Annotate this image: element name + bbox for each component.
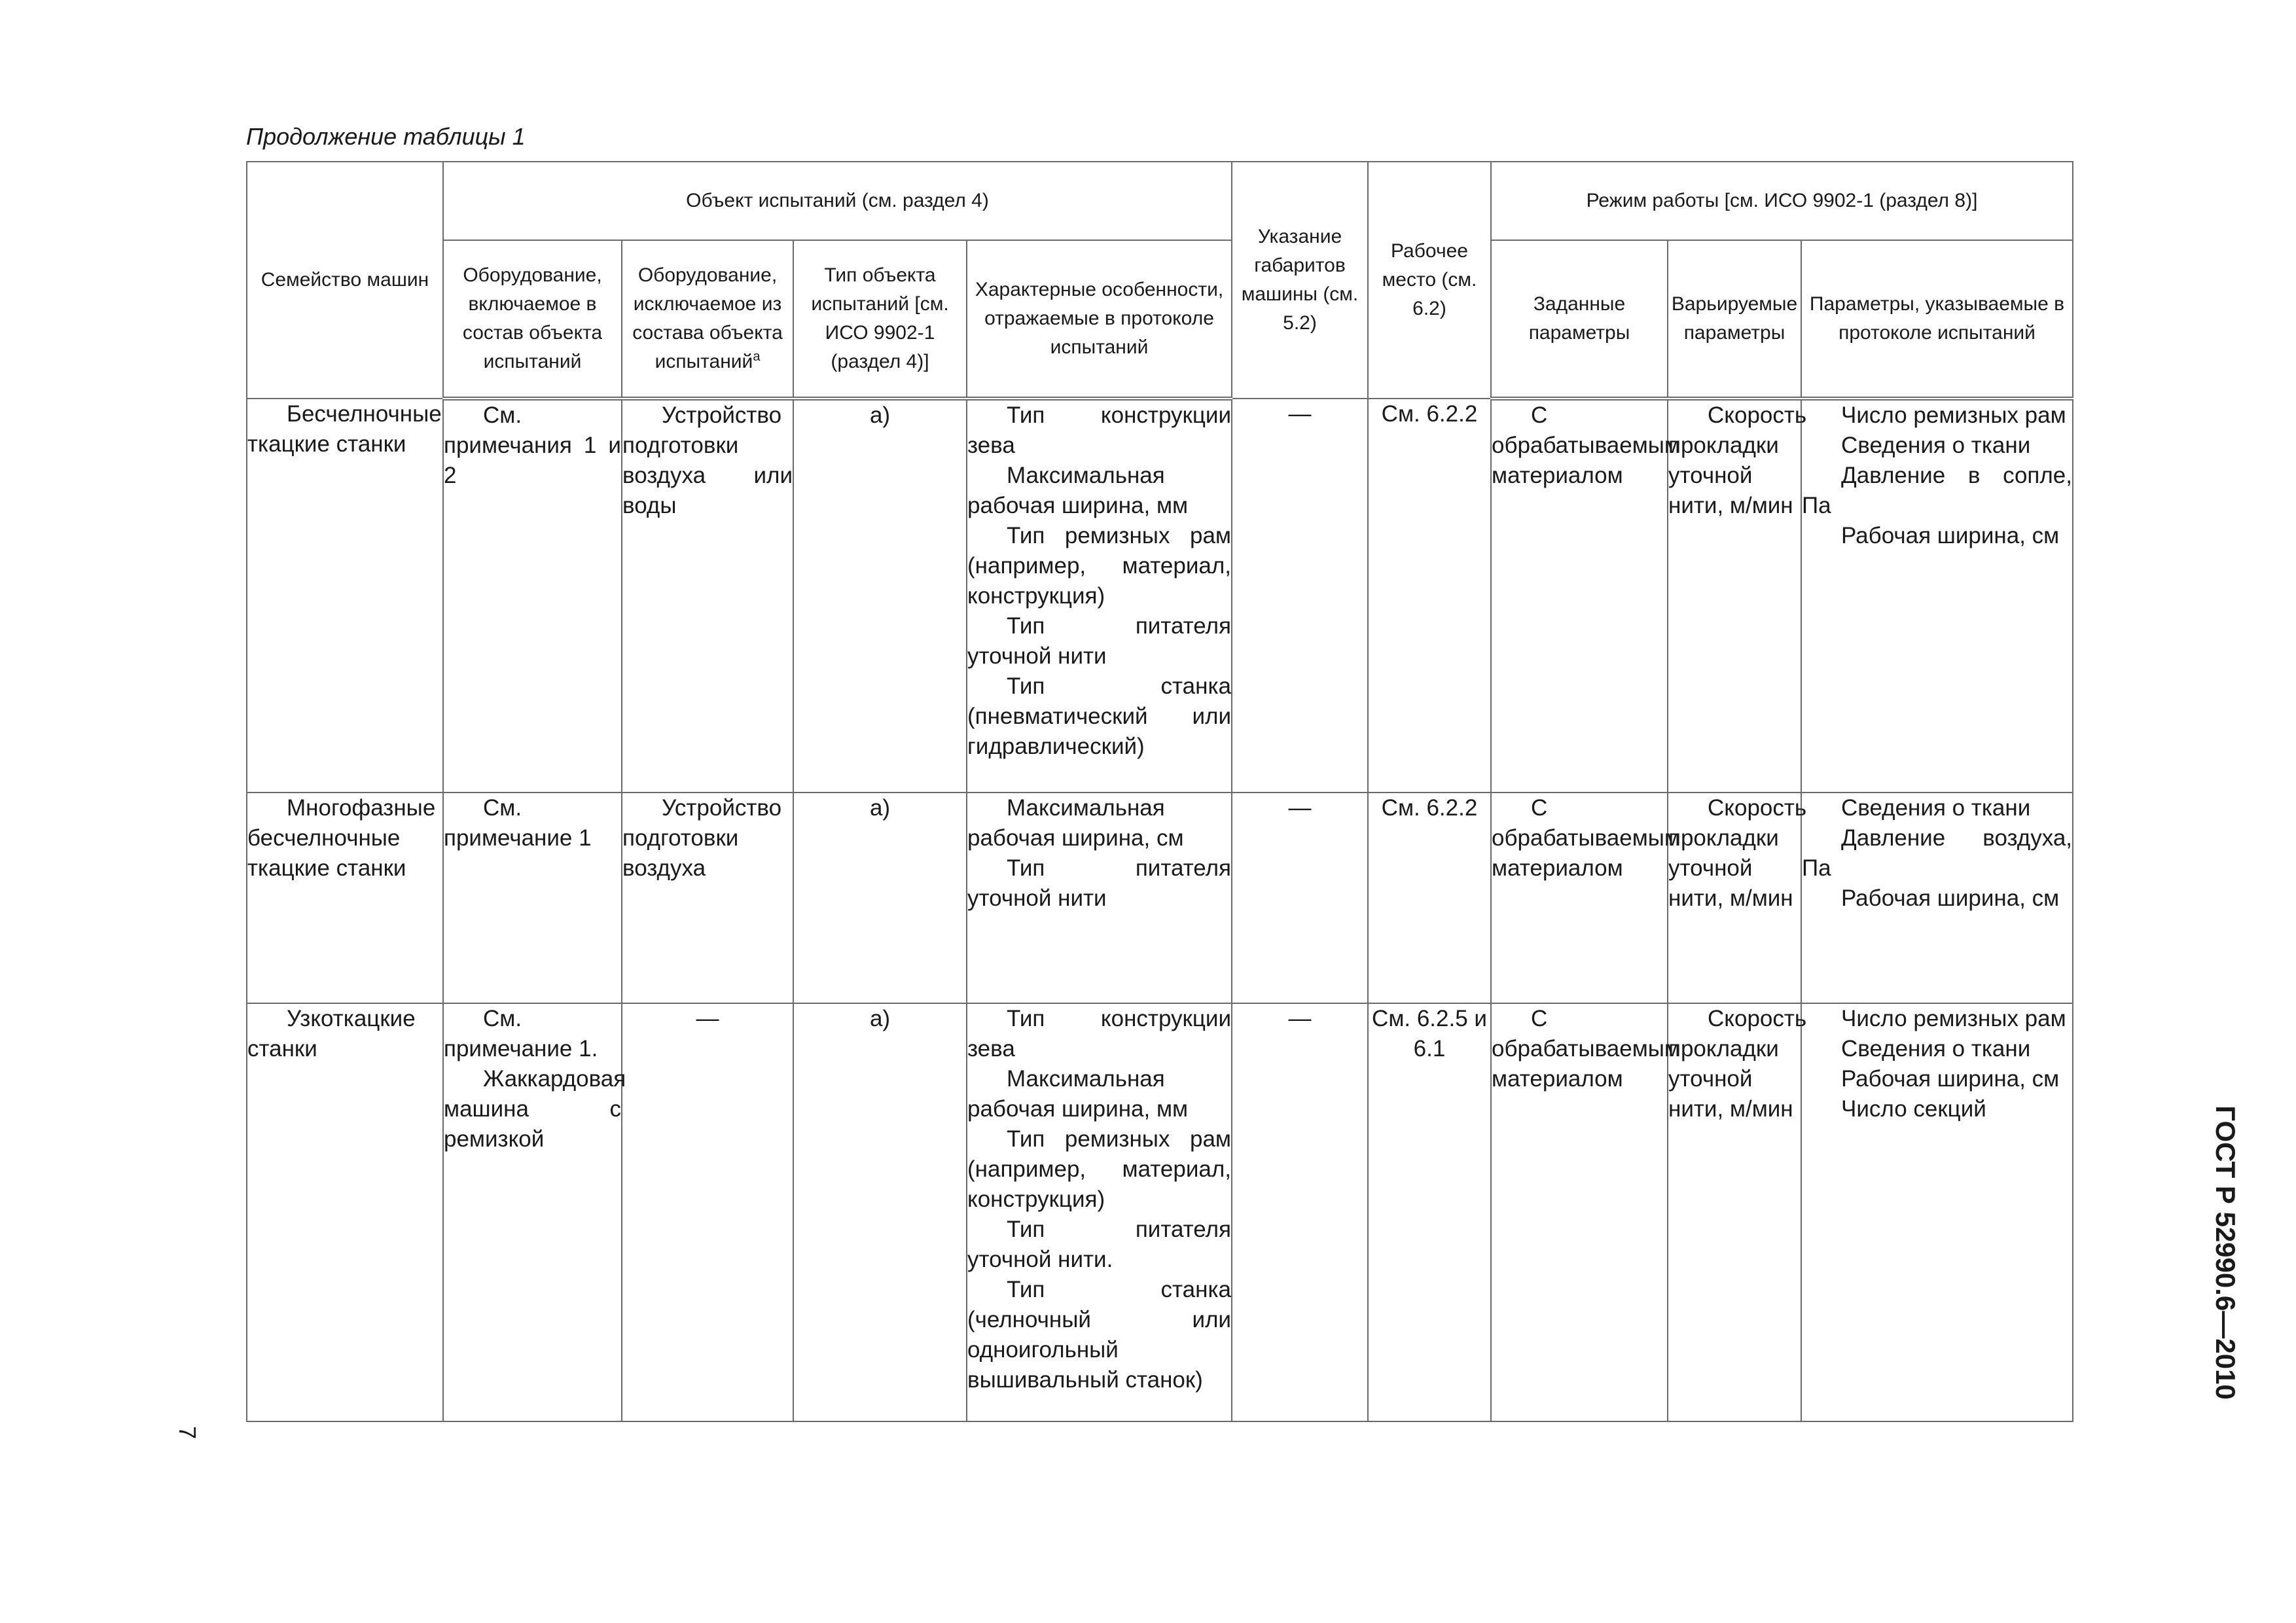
header-included: Оборудование, включаемое в состав объекта испытаний <box>443 240 622 399</box>
cell-workplace: См. 6.2.2 <box>1368 399 1491 793</box>
cell-features <box>967 793 1232 1003</box>
header-var-params: Варьируемые параметры <box>1668 240 1801 399</box>
header-mode-group: Режим работы [см. ИСО 9902-1 (раздел 8)] <box>1491 162 2073 240</box>
table-row <box>247 793 2073 1003</box>
report-item: Давление воздуха, Па <box>1802 825 2073 881</box>
feature-item: Тип ремизных рам (например, материал, конструкция) <box>967 523 1231 609</box>
cell-var-params: Скорость прокладки уточной нити, м/мин <box>1668 1003 1801 1421</box>
header-report-params: Параметры, указываемые в протоколе испытаний <box>1801 240 2073 399</box>
header-object-group: Объект испытаний (см. раздел 4) <box>443 162 1232 240</box>
cell-features <box>967 399 1232 793</box>
header-excluded <box>622 240 793 399</box>
document-title: ГОСТ Р 52990.6—2010 <box>2210 1105 2241 1400</box>
cell-features <box>967 1003 1232 1421</box>
header-workplace: Рабочее место (см. 6.2) <box>1368 162 1491 399</box>
table-row <box>247 1003 2073 1421</box>
header-family: Семейство машин <box>247 162 443 399</box>
cell-report-params <box>1801 793 2073 1003</box>
cell-report-params <box>1801 1003 2073 1421</box>
cell-included: См. примечания 1 и 2 <box>443 399 622 793</box>
feature-item: Тип питателя уточной нити. <box>967 1217 1231 1272</box>
cell-included: См. примечание 1. Жаккардовая машина с ремизкой <box>443 1003 622 1421</box>
cell-workplace: См. 6.2.2 <box>1368 793 1491 1003</box>
report-item: Число секций <box>1841 1096 1986 1122</box>
page-number: 7 <box>174 1425 202 1440</box>
cell-excluded: Устройство подготовки воздуха или воды <box>622 399 793 793</box>
cell-object-type: а) <box>793 1003 967 1421</box>
cell-var-params: Скорость прокладки уточной нити, м/мин <box>1668 399 1801 793</box>
table-caption: Продолжение таблицы 1 <box>246 123 526 150</box>
equipment-table <box>246 161 2073 1422</box>
cell-dimensions: — <box>1232 793 1368 1003</box>
feature-item: Максимальная рабочая ширина, мм <box>967 463 1189 518</box>
report-item: Число ремизных рам <box>1841 1006 2066 1031</box>
cell-family: Бесчелночные ткацкие станки <box>247 399 443 793</box>
report-item: Сведения о ткани <box>1841 433 2031 458</box>
header-dimensions: Указание габаритов машины (см. 5.2) <box>1232 162 1368 399</box>
table-row <box>247 399 2073 793</box>
cell-object-type: а) <box>793 399 967 793</box>
cell-dimensions: — <box>1232 399 1368 793</box>
feature-item: Тип конструкции зева <box>967 402 1231 458</box>
feature-item: Максимальная рабочая ширина, см <box>967 795 1184 851</box>
cell-set-params: С обрабатываемым материалом <box>1491 793 1668 1003</box>
report-item: Сведения о ткани <box>1841 1036 2031 1061</box>
feature-item: Тип станка (челночный или одноигольный вышивальный станок) <box>967 1277 1231 1393</box>
cell-excluded: — <box>622 1003 793 1421</box>
cell-object-type: а) <box>793 793 967 1003</box>
cell-workplace: См. 6.2.5 и 6.1 <box>1368 1003 1491 1421</box>
report-item: Давление в сопле, Па <box>1802 463 2073 518</box>
cell-set-params: С обрабатываемым материалом <box>1491 399 1668 793</box>
cell-family: Многофазные бесчелночные ткацкие станки <box>247 793 443 1003</box>
header-features: Характерные особенности, отражаемые в протоколе испытаний <box>967 240 1232 399</box>
feature-item: Максимальная рабочая ширина, мм <box>967 1066 1189 1122</box>
feature-item: Тип ремизных рам (например, материал, конструкция) <box>967 1126 1231 1212</box>
header-excluded-text: Оборудование, исключаемое из состава объекта испытаний <box>632 264 783 372</box>
feature-item: Тип станка (пневматический или гидравлический) <box>967 673 1231 759</box>
report-item: Рабочая ширина, см <box>1841 885 2060 911</box>
cell-dimensions: — <box>1232 1003 1368 1421</box>
report-item: Число ремизных рам <box>1841 402 2066 428</box>
footnote-mark: a <box>753 349 761 364</box>
cell-family: Узкоткацкие станки <box>247 1003 443 1421</box>
report-item: Рабочая ширина, см <box>1841 523 2060 548</box>
report-item: Рабочая ширина, см <box>1841 1066 2060 1092</box>
header-object-type: Тип объекта испытаний [см. ИСО 9902-1 (раздел 4)] <box>793 240 967 399</box>
feature-item: Тип конструкции зева <box>967 1006 1231 1061</box>
cell-var-params: Скорость прокладки уточной нити, м/мин <box>1668 793 1801 1003</box>
cell-included: См. примечание 1 <box>443 793 622 1003</box>
header-set-params: Заданные параметры <box>1491 240 1668 399</box>
cell-report-params <box>1801 399 2073 793</box>
cell-set-params: С обрабатываемым материалом <box>1491 1003 1668 1421</box>
report-item: Сведения о ткани <box>1841 795 2031 821</box>
cell-excluded: Устройство подготовки воздуха <box>622 793 793 1003</box>
feature-item: Тип питателя уточной нити <box>967 613 1231 669</box>
feature-item: Тип питателя уточной нити <box>967 855 1231 911</box>
